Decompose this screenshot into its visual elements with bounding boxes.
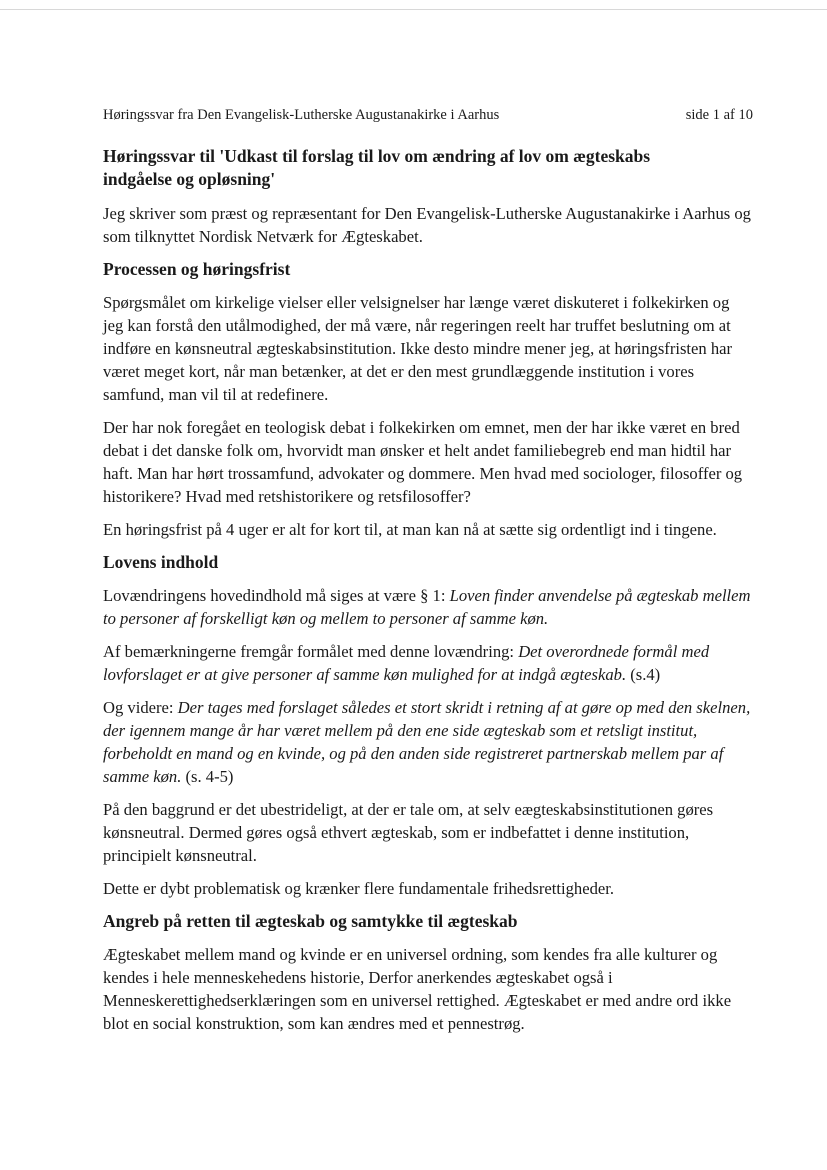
content-p2-text: Af bemærkningerne fremgår formålet med denne lovændring: [103, 642, 519, 661]
rights-paragraph-1: Ægteskabet mellem mand og kvinde er en universel ordning, som kendes fra alle kulturer og kendes i hele menneskehedens historie, Derfor anerkendes ægteskabet også i Menneskerettighedserklæringen som en universel rettighed. Ægteskabet er med andre ord ikke blot en social konstruktion, som kan ændres med et pennestrøg. [103, 945, 732, 1033]
content-p1-text: Lovændringens hovedindhold må siges at være § 1: [103, 586, 450, 605]
intro-paragraph: Jeg skriver som præst og repræsentant for Den Evangelisk-Lutherske Augustanakirke i Aarhus og som tilknyttet Nordisk Netværk for Ægteskabet. [103, 204, 751, 246]
process-paragraph-3: En høringsfrist på 4 uger er alt for kort til, at man kan nå at sætte sig ordentligt ind i tingene. [103, 520, 717, 539]
section-heading-process: Processen og høringsfrist [103, 259, 291, 279]
content-p3-text: Og videre: [103, 698, 178, 717]
document-title: Høringssvar til 'Udkast til forslag til lov om ændring af lov om ægteskabs indgåelse og opløsning' [103, 146, 651, 189]
section-heading-rights: Angreb på retten til ægteskab og samtykke til ægteskab [103, 911, 518, 931]
content-p2-quote: Det overordnede formål med lovforslaget er at give personer af samme køn mulighed for at indgå ægteskab. [103, 642, 710, 684]
document-page [103, 104, 753, 1045]
content-p1-quote: Loven finder anvendelse på ægteskab mellem to personer af forskelligt køn og mellem to personer af samme køn. [103, 586, 751, 628]
section-heading-content: Lovens indhold [103, 552, 219, 572]
header-left: Høringssvar fra Den Evangelisk-Lutherske Augustanakirke i Aarhus [103, 107, 500, 123]
content-paragraph-1 [103, 584, 753, 630]
content-paragraph-5: Dette er dybt problematisk og krænker flere fundamentale frihedsrettigheder. [103, 879, 614, 898]
process-paragraph-2: Der har nok foregået en teologisk debat i folkekirken om emnet, men der har ikke været en bred debat i det danske folk om, hvorvidt man ønsker et helt andet familiebegreb end man hidtil har haft. Man har hørt trossamfund, advokater og dommere. Men hvad med sociologer, filosoffer og historikere? Hvad med retshistorikere og retsfilosoffer? [103, 418, 743, 506]
process-paragraph-1: Spørgsmålet om kirkelige vielser eller velsignelser har længe været diskuteret i folkekirken og jeg kan forstå den utålmodighed, der må være, når regeringen reelt har truffet beslutning om at indføre en kønsneutral ægteskabsinstitution. Ikke desto mindre mener jeg, at høringsfristen har været meget kort, når man betænker, at det er den mest grundlæggende institution i vores samfund, man vil til at redefinere. [103, 293, 733, 404]
top-scan-edge [0, 9, 827, 10]
content-p3-ref: (s. 4-5) [181, 767, 234, 786]
content-p2-ref: (s.4) [626, 665, 661, 684]
page-header [103, 104, 753, 126]
content-p3-quote: Der tages med forslaget således et stort skridt i retning af at gøre op med den skelnen, der igennem mange år har været mellem på den ene side ægteskab som et retsligt institut, forbeholdt en mand og en kvinde, og på den anden side registreret partnerskab mellem par af samme køn. [103, 698, 751, 786]
content-paragraph-4: På den baggrund er det ubestrideligt, at der er tale om, at selv eægteskabsinstitutionen gøres kønsneutral. Dermed gøres også ethvert ægteskab, som er indbefattet i denne institution, principielt kønsneutral. [103, 800, 714, 865]
page-number: side 1 af 10 [685, 107, 753, 123]
content-paragraph-2 [103, 640, 753, 686]
content-paragraph-3 [103, 696, 753, 788]
